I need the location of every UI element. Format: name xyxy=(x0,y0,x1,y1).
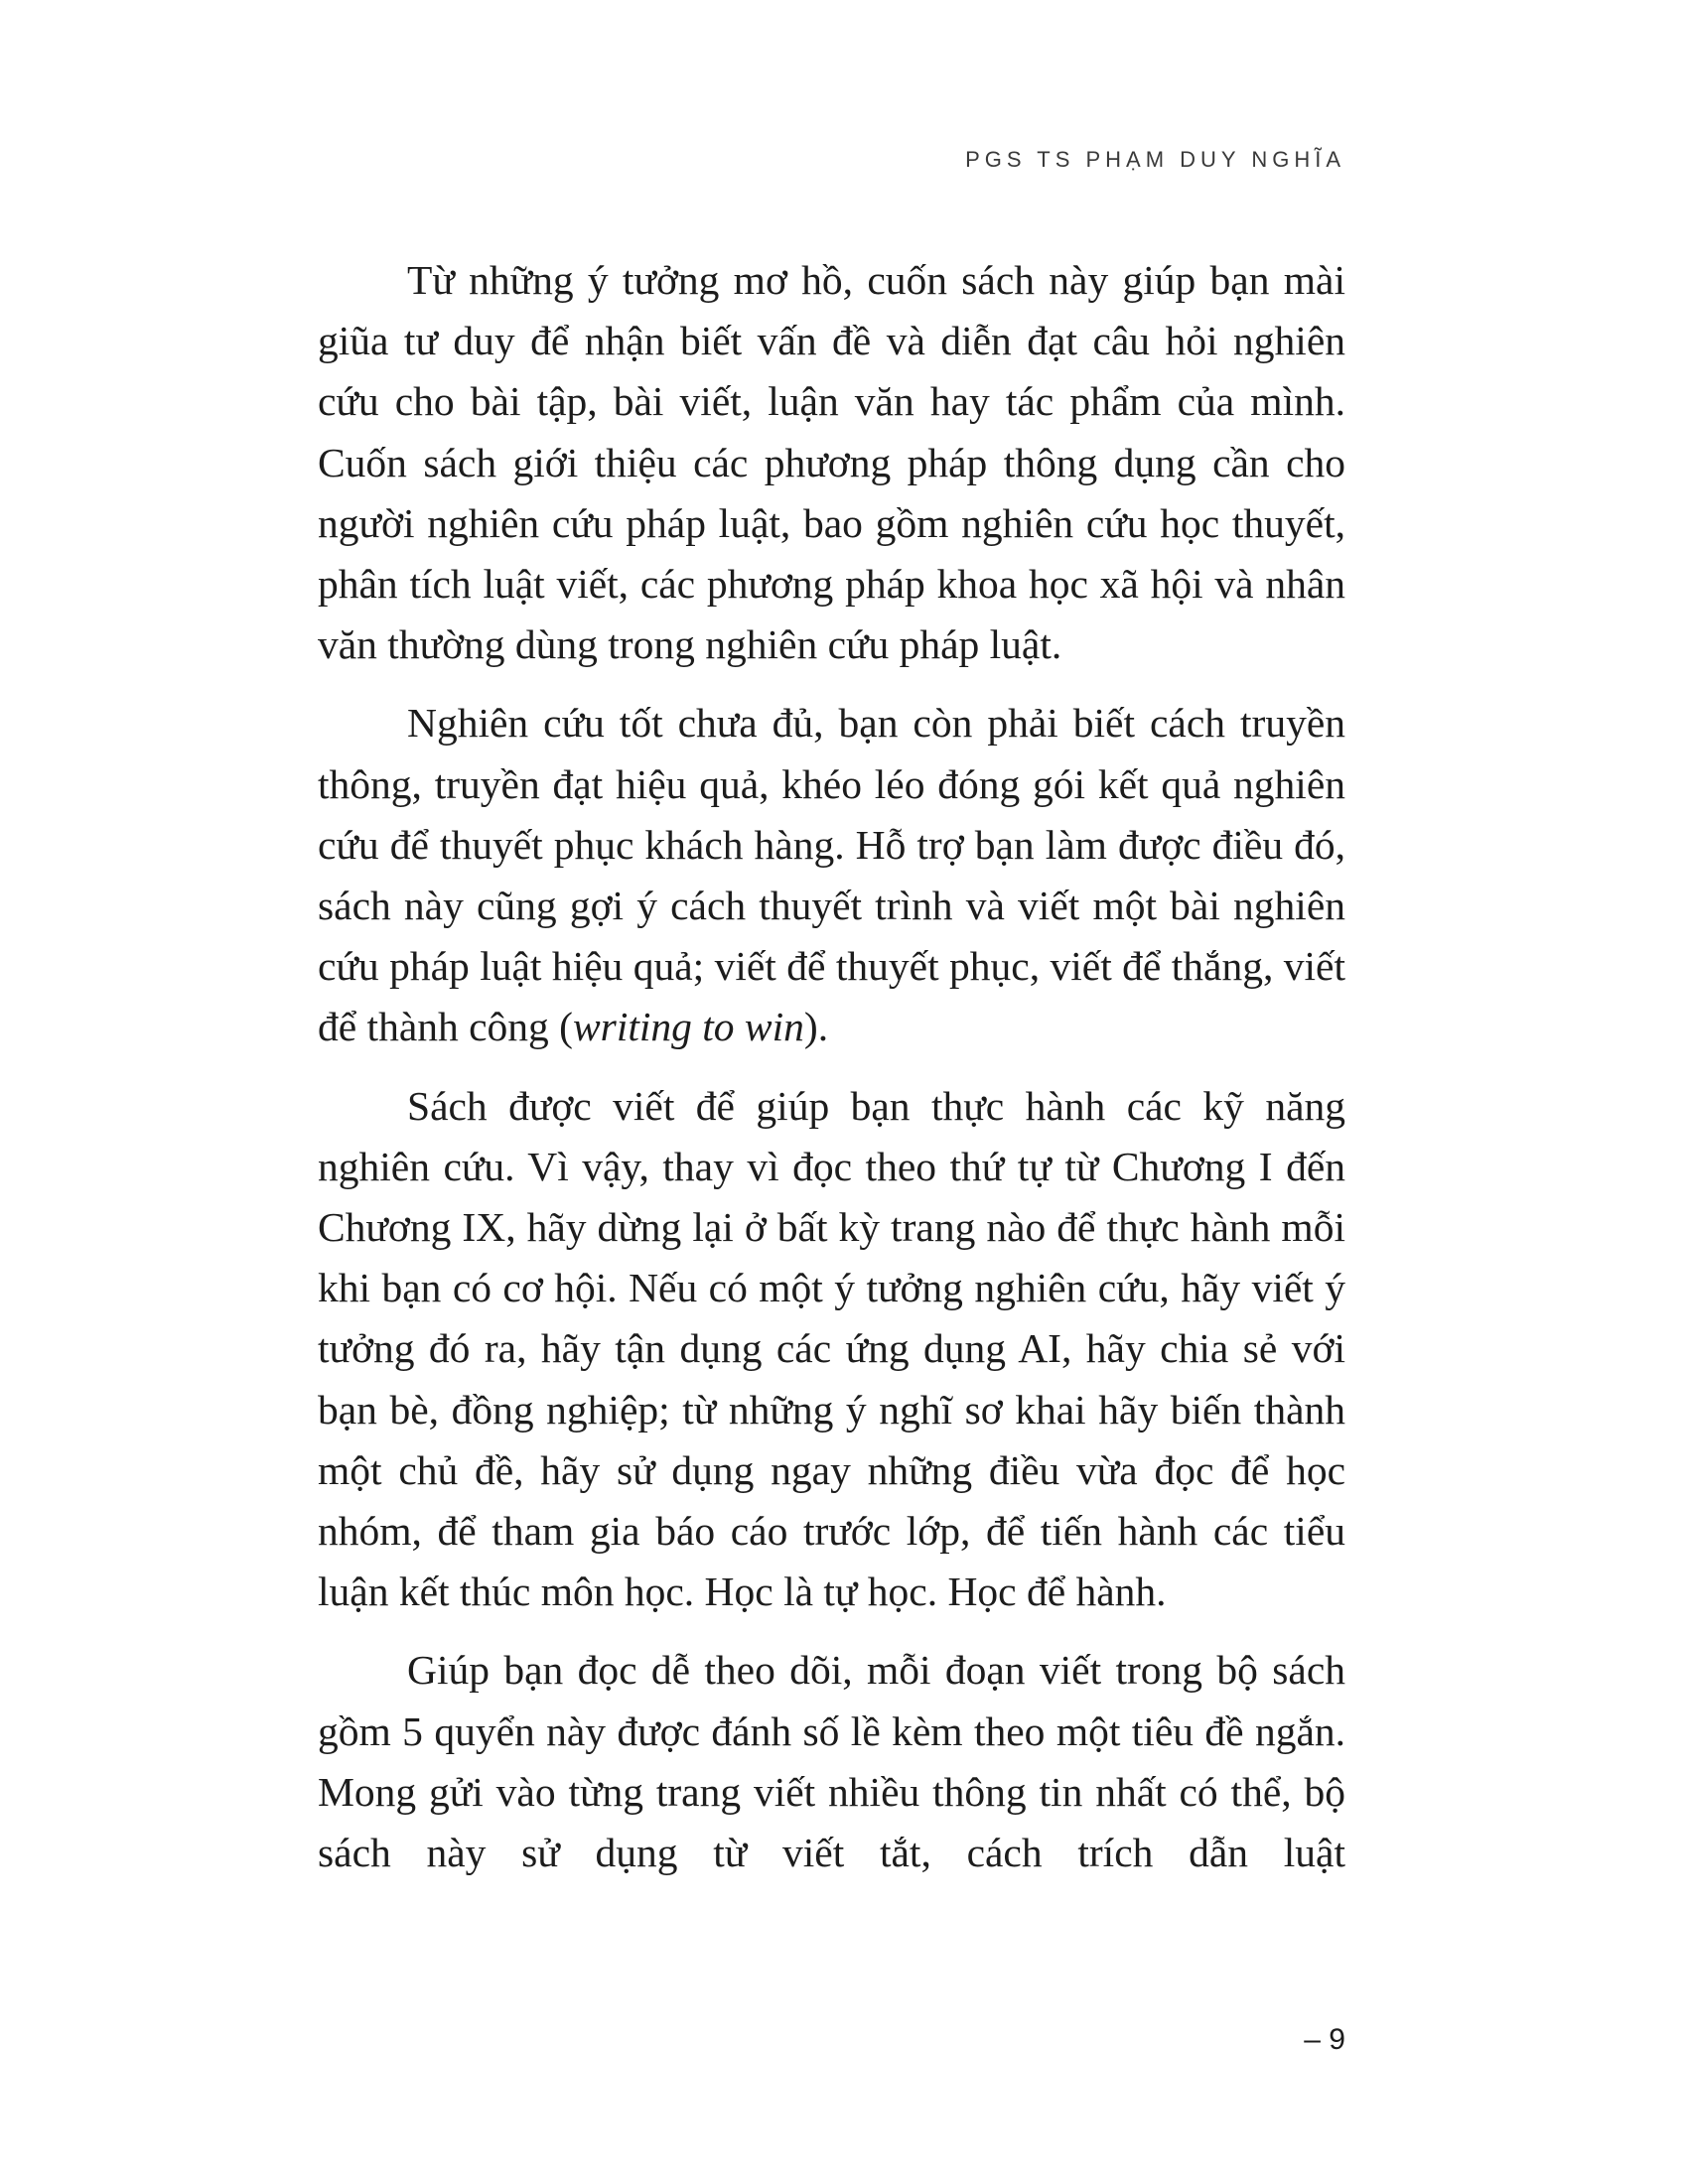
page-number: – 9 xyxy=(1304,2023,1345,2056)
body-text xyxy=(318,250,1345,1901)
writing-to-win-term: writing to win xyxy=(572,1004,804,1050)
paragraph-communication xyxy=(318,693,1345,1057)
running-head: PGS TS PHẠM DUY NGHĨA xyxy=(965,147,1345,172)
paragraph-practice: Sách được viết để giúp bạn thực hành các kỹ năng nghiên cứu. Vì vậy, thay vì đọc theo thứ tự từ Chương I đến Chương IX, hãy dừng lại ở bất kỳ trang nào để thực hành mỗi khi bạn có cơ hội. Nếu có một ý tưởng nghiên cứu, hãy viết ý tưởng đó ra, hãy tận dụng các ứng dụng AI, hãy chia sẻ với bạn bè, đồng nghiệp; từ những ý nghĩ sơ khai hãy biến thành một chủ đề, hãy sử dụng ngay những điều vừa đọc để học nhóm, để tham gia báo cáo trước lớp, để tiến hành các tiểu luận kết thúc môn học. Học là tự học. Học để hành. xyxy=(318,1082,1345,1615)
paragraph-reading-guide: Giúp bạn đọc dễ theo dõi, mỗi đoạn viết trong bộ sách gồm 5 quyển này được đánh số lề kèm theo một tiêu đề ngắn. Mong gửi vào từng trang viết nhiều thông tin nhất có thể, bộ sách này sử dụng từ viết tắt, cách trích dẫn luật xyxy=(318,1647,1345,1876)
paragraph-communication-text: Nghiên cứu tốt chưa đủ, bạn còn phải biết cách truyền thông, truyền đạt hiệu quả, khéo léo đóng gói kết quả nghiên cứu để thuyết phục khách hàng. Hỗ trợ bạn làm được điều đó, sách này cũng gợi ý cách thuyết trình và viết một bài nghiên cứu pháp luật hiệu quả; viết để thuyết phục, viết để thắng, viết để thành công ( xyxy=(318,700,1345,1050)
paragraph-research-ideas: Từ những ý tưởng mơ hồ, cuốn sách này giúp bạn mài giũa tư duy để nhận biết vấn đề và diễn đạt câu hỏi nghiên cứu cho bài tập, bài viết, luận văn hay tác phẩm của mình. Cuốn sách giới thiệu các phương pháp thông dụng cần cho người nghiên cứu pháp luật, bao gồm nghiên cứu học thuyết, phân tích luật viết, các phương pháp khoa học xã hội và nhân văn thường dùng trong nghiên cứu pháp luật. xyxy=(318,257,1345,668)
paragraph-communication-closing: ). xyxy=(803,1004,829,1050)
